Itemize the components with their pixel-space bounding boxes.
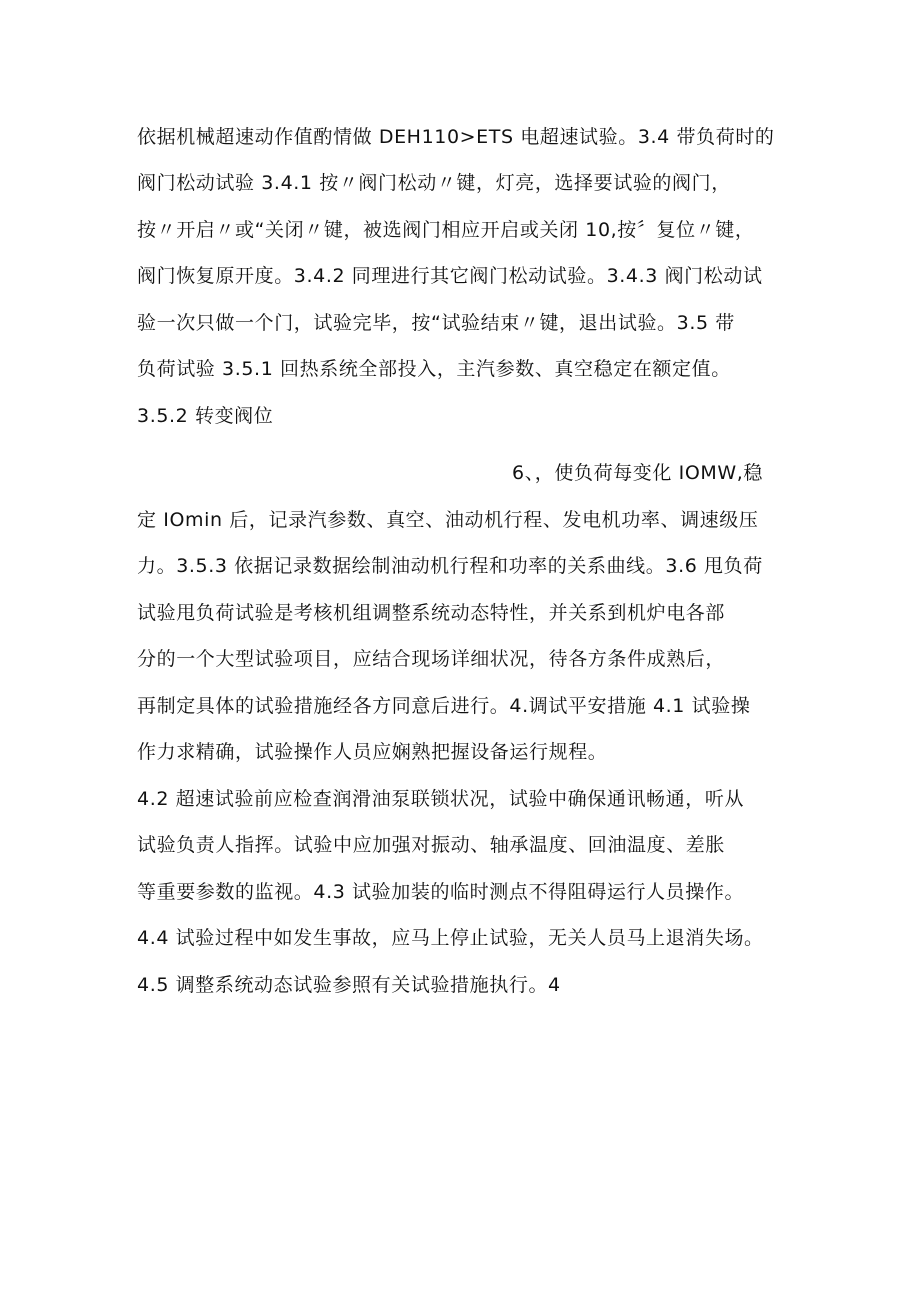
text-line-1: 依据机械超速动作值酌情做 DEH110>ETS 电超速试验。3.4 带负荷时的 xyxy=(137,126,775,148)
text-line-14: 作力求精确，试验操作人员应娴熟把握设备运行规程。 xyxy=(137,741,608,763)
text-line-7: 3.5.2 转变阀位 xyxy=(137,405,274,427)
text-line-9: 定 IOmin 后，记录汽参数、真空、油动机行程、发电机功率、调速级压 xyxy=(137,509,759,531)
text-line-17: 等重要参数的监视。4.3 试验加装的临时测点不得阻碍运行人员操作。 xyxy=(137,881,745,903)
text-line-5: 验一次只做一个门，试验完毕，按“试验结束〃键，退出试验。3.5 带 xyxy=(137,312,735,334)
text-line-3: 按〃开启〃或“关闭〃键，被选阀门相应开启或关闭 10,按〞复位〃键， xyxy=(137,219,755,241)
text-line-16: 试验负责人指挥。试验中应加强对振动、轴承温度、回油温度、差胀 xyxy=(137,834,726,856)
text-line-4: 阀门恢复原开度。3.4.2 同理进行其它阀门松动试验。3.4.3 阀门松动试 xyxy=(137,265,763,287)
text-line-13: 再制定具体的试验措施经各方同意后进行。4.调试平安措施 4.1 试验操 xyxy=(137,695,751,717)
text-line-6: 负荷试验 3.5.1 回热系统全部投入，主汽参数、真空稳定在额定值。 xyxy=(137,358,731,380)
text-line-11: 试验甩负荷试验是考核机组调整系统动态特性，并关系到机炉电各部 xyxy=(137,602,726,624)
text-line-8: 6、，使负荷每变化 IOMW,稳 xyxy=(512,462,764,484)
text-line-2: 阀门松动试验 3.4.1 按〃阀门松动〃键，灯亮，选择要试验的阀门， xyxy=(137,172,731,194)
text-line-15: 4.2 超速试验前应检查润滑油泵联锁状况，试验中确保通讯畅通，听从 xyxy=(137,788,745,810)
text-line-18: 4.4 试验过程中如发生事故，应马上停止试验，无关人员马上退消失场。 xyxy=(137,927,764,949)
text-line-12: 分的一个大型试验项目，应结合现场详细状况，待各方条件成熟后， xyxy=(137,648,726,670)
text-line-10: 力。3.5.3 依据记录数据绘制油动机行程和功率的关系曲线。3.6 甩负荷 xyxy=(137,555,763,577)
text-line-19: 4.5 调整系统动态试验参照有关试验措施执行。4 xyxy=(137,974,561,996)
